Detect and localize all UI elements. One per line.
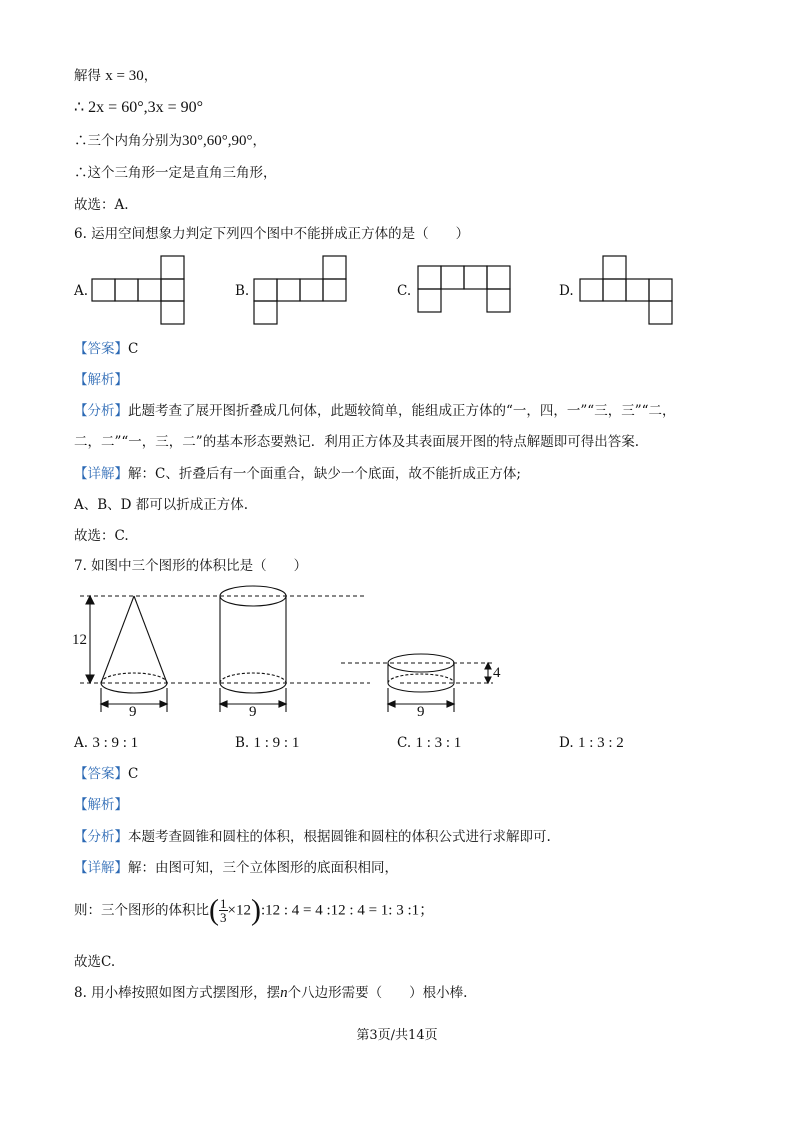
option-label: C. [397,735,412,751]
text: 此题考查了展开图折叠成几何体，此题较简单，能组成正方体的“一，四，一”“三，三”“二， [128,403,676,419]
answer-value: C [128,766,139,782]
solution-line-5: 故选：A. [74,197,129,213]
q6-fenxi-1 [74,401,676,421]
option-value: 1 : 9 : 1 [253,735,300,751]
q7-fig-base-label-2: 9 [249,704,257,720]
q6-xiangjie-2: A、B、D 都可以折成正方体. [74,497,249,513]
q7-stem: 7. 如图中三个图形的体积比是（ ） [74,558,308,574]
q6-fenxi-2: 二，二”“一，三，二”的基本形态要熟记．利用正方体及其表面展开图的特点解题即可得出答案. [74,434,639,450]
q7-fig-small-height-label: 4 [493,665,501,681]
text: 解：C、折叠后有一个面重合，缺少一个底面，故不能折成正方体; [128,466,521,482]
math-expr: :12 : 4 = 4 :12 : 4 = 1: 3 :1； [260,902,435,919]
q7-option-b [235,733,299,753]
text: ∴三个内角分别为 [74,133,182,149]
q6-analysis-tag: 【解析】 [74,372,128,388]
q6-option-b-label: B. [235,283,250,299]
fraction-numerator: 1 [220,896,227,911]
option-value: 3 : 9 : 1 [92,735,139,751]
q6-net-d [580,256,680,326]
text: ， [252,133,266,149]
solution-line-3 [74,131,266,151]
q8-stem [74,983,467,1003]
left-paren: ( [209,893,219,927]
xiangjie-tag: 【详解】 [74,466,128,482]
q6-choose: 故选：C. [74,528,129,544]
solution-line-4: ∴这个三角形一定是直角三角形， [74,165,277,181]
text: 解：由图可知，三个立体图形的底面积相同， [128,860,398,876]
answer-tag: 【答案】 [74,341,128,357]
text: ， [143,68,158,84]
q6-option-c-label: C. [397,283,412,299]
solution-line-2: ∴ 2x = 60°,3x = 90° [74,99,204,116]
option-label: B. [235,735,250,751]
q6-stem: 6. 运用空间想象力判定下列四个图中不能拼成正方体的是（ ） [74,226,470,242]
q7-answer [74,764,138,784]
q6-net-a [92,256,192,326]
option-label: A. [74,735,89,751]
q6-xiangjie-1 [74,464,521,484]
math-expr: ×12 [227,902,251,919]
q7-option-d [559,733,624,753]
answer-tag: 【答案】 [74,766,128,782]
q6-net-b [254,256,354,326]
text: 则：三个图形的体积比 [74,902,209,919]
q7-choose: 故选C. [74,954,116,970]
text: 个八边形需要（ ）根小棒. [287,985,468,1001]
q7-option-a [74,733,138,753]
q7-fenxi [74,827,551,847]
q6-answer [74,339,138,359]
q6-option-a-label: A. [74,283,89,299]
q7-fig-base-label-1: 9 [129,704,137,720]
fraction-denominator: 3 [220,910,227,925]
solution-line-1 [74,66,157,86]
math-expr: x = 30 [105,68,144,84]
fraction [219,897,228,924]
answer-value: C [128,341,139,357]
q7-fig-base-label-3: 9 [417,704,425,720]
q7-ratio-line [74,892,434,929]
text: 本题考查圆锥和圆柱的体积，根据圆锥和圆柱的体积公式进行求解即可. [128,829,551,845]
option-label: D. [559,735,574,751]
math-var: n [280,985,288,1001]
option-value: 1 : 3 : 1 [415,735,462,751]
math-expr: 30°,60°,90° [182,133,253,149]
q7-option-c [397,733,461,753]
page-footer: 第3页/共14页 [356,1028,438,1043]
option-value: 1 : 3 : 2 [577,735,624,751]
text: 8. 用小棒按照如图方式摆图形，摆 [74,985,281,1001]
right-paren: ) [250,893,261,927]
text: 解得 [74,68,101,84]
q7-analysis-tag: 【解析】 [74,797,128,813]
fenxi-tag: 【分析】 [74,829,128,845]
q6-option-d-label: D. [559,283,574,299]
q7-xiangjie [74,858,398,878]
q6-net-c [418,266,518,326]
q7-fig-height-label: 12 [72,632,87,648]
fenxi-tag: 【分析】 [74,403,128,419]
xiangjie-tag: 【详解】 [74,860,128,876]
